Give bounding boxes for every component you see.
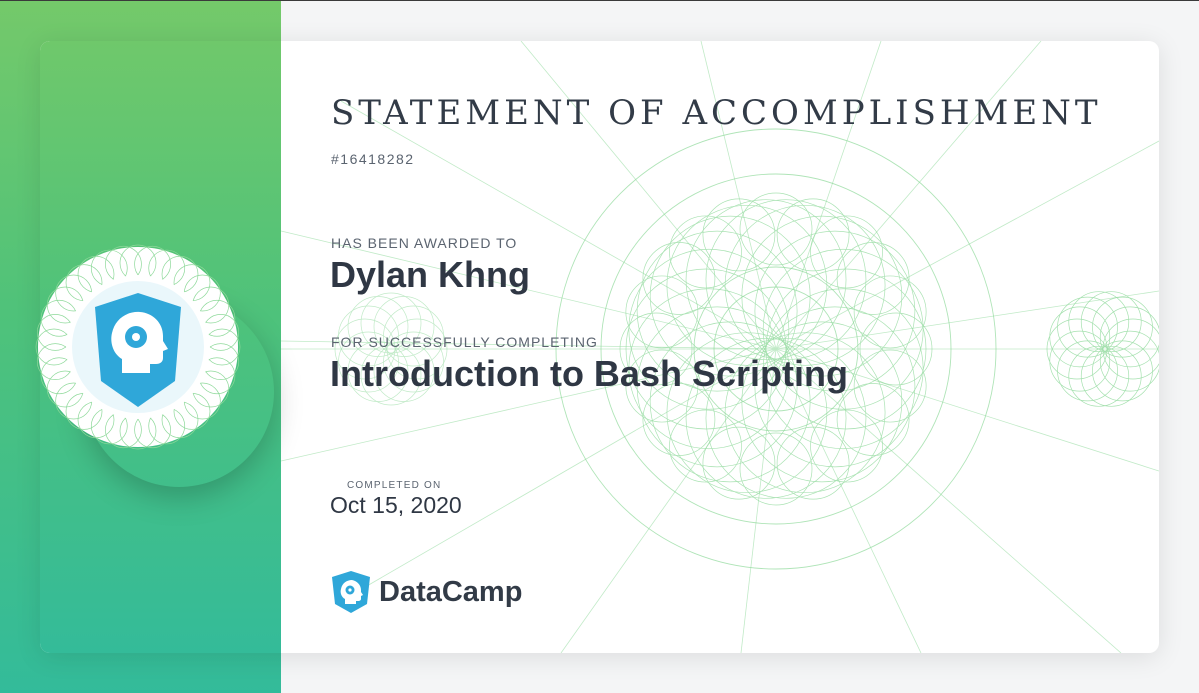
brand-logo (331, 570, 522, 614)
course-name: Introduction to Bash Scripting (330, 353, 848, 394)
completing-label: FOR SUCCESSFULLY COMPLETING (331, 334, 598, 350)
certificate-title: STATEMENT OF ACCOMPLISHMENT (331, 93, 1102, 133)
datacamp-head-gear-icon (331, 570, 371, 614)
recipient-name: Dylan Khng (330, 254, 531, 295)
brand-name: DataCamp (379, 575, 523, 608)
certificate-id: #16418282 (331, 151, 415, 167)
seal-badge (32, 241, 244, 453)
completion-date: Oct 15, 2020 (330, 492, 462, 518)
awarded-label: HAS BEEN AWARDED TO (331, 235, 518, 251)
completed-on-label: COMPLETED ON (347, 480, 442, 491)
